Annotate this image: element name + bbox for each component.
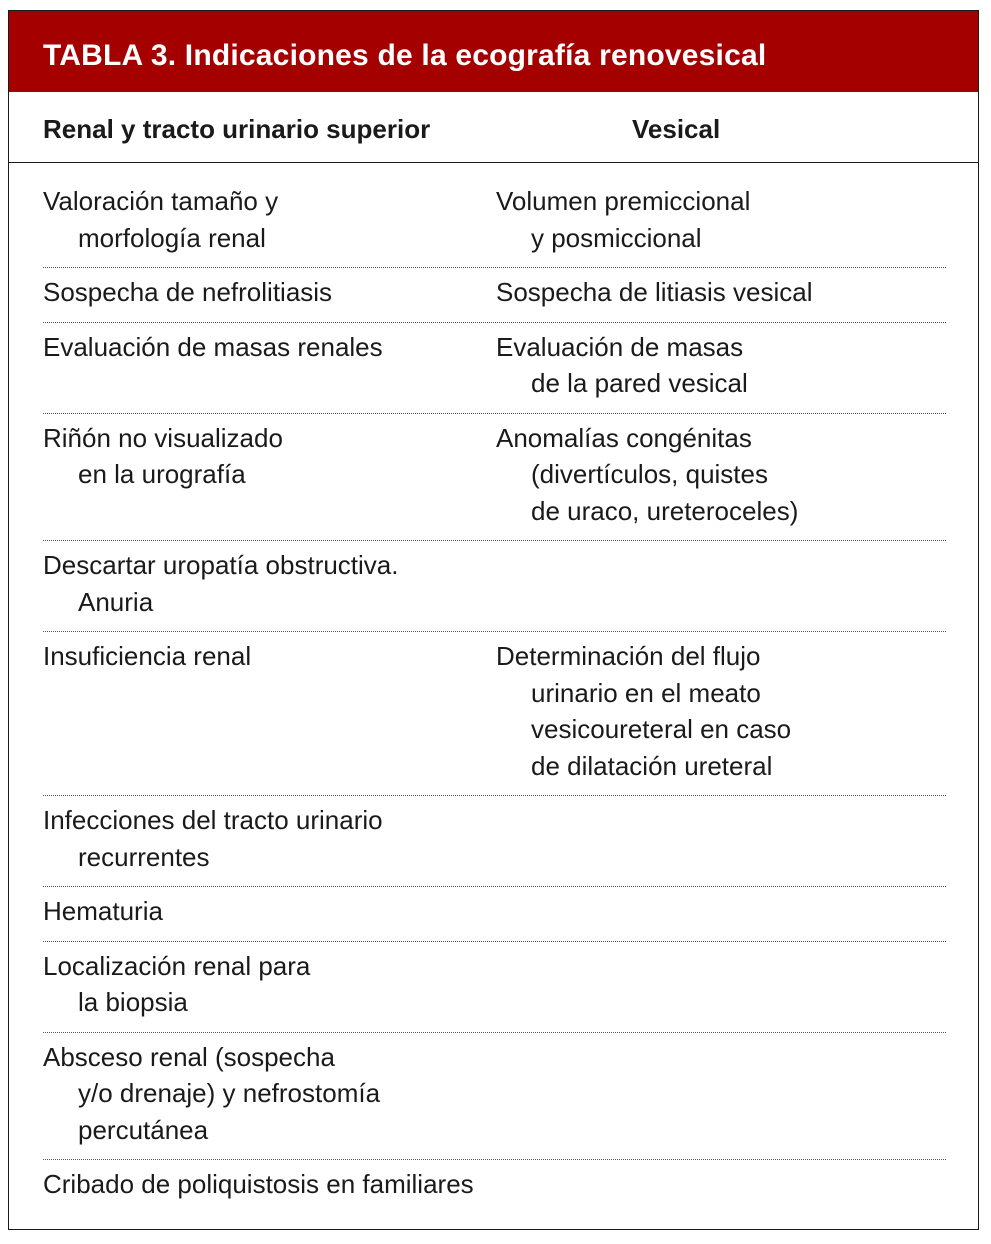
cell-text-line: y posmiccional	[531, 222, 702, 253]
table-row	[9, 268, 978, 323]
cell-text-line: Anomalías congénitas	[496, 422, 752, 453]
table-row	[9, 541, 978, 632]
table-row	[9, 414, 978, 542]
table-title: TABLA 3. Indicaciones de la ecografía renovesical	[9, 11, 978, 92]
table-body	[9, 163, 978, 1215]
cell-vesical	[496, 1039, 946, 1149]
cell-text-line: Absceso renal (sospecha	[43, 1041, 335, 1072]
cell-renal	[9, 547, 496, 620]
table-row	[9, 179, 978, 268]
cell-text-line: en la urografía	[78, 459, 246, 489]
table-header-row	[9, 92, 978, 163]
column-header-vesical: Vesical	[632, 114, 721, 144]
cell-text-line: Localización renal para	[43, 950, 311, 981]
cell-vesical	[496, 948, 946, 1021]
cell-renal	[9, 802, 496, 875]
cell-text-line: Insuficiencia renal	[43, 641, 252, 671]
table-row	[9, 1160, 978, 1215]
cell-text-line: Sospecha de nefrolitiasis	[43, 277, 333, 307]
cell-text-line: Volumen premiccional	[496, 186, 751, 216]
table-row	[9, 796, 978, 887]
cell-text-line: urinario en el meato	[531, 677, 761, 708]
table-row	[9, 323, 978, 414]
cell-text-line: Valoración tamaño y	[43, 186, 279, 216]
cell-renal	[9, 183, 496, 256]
cell-text-line: recurrentes	[78, 841, 210, 872]
cell-renal	[9, 1039, 496, 1149]
table-row	[9, 632, 978, 796]
table-row	[9, 942, 978, 1033]
cell-renal	[9, 1166, 496, 1203]
cell-vesical	[496, 420, 946, 530]
cell-vesical	[496, 274, 946, 311]
cell-text-line: Determinación del flujo	[496, 641, 761, 671]
cell-text-line: (divertículos, quistes	[531, 459, 768, 489]
column-header-renal: Renal y tracto urinario superior	[43, 114, 431, 144]
cell-renal	[9, 638, 496, 784]
cell-renal	[9, 420, 496, 530]
cell-text-line: la biopsia	[78, 987, 188, 1017]
cell-renal	[9, 893, 496, 930]
cell-vesical	[496, 183, 946, 256]
cell-vesical	[496, 1166, 946, 1203]
cell-renal	[9, 274, 496, 311]
cell-vesical	[496, 802, 946, 875]
cell-text-line: Hematuria	[43, 896, 163, 926]
cell-text-line: Sospecha de litiasis vesical	[496, 277, 813, 307]
cell-renal	[9, 948, 496, 1021]
cell-text-line: Anuria	[78, 586, 154, 617]
cell-text-line: de uraco, ureteroceles)	[531, 495, 799, 526]
cell-text-line: Descartar uropatía obstructiva.	[43, 550, 399, 580]
cell-text-line: Evaluación de masas	[496, 331, 744, 362]
cell-vesical	[496, 893, 946, 930]
cell-text-line: Infecciones del tracto urinario	[43, 805, 383, 835]
indications-table	[8, 10, 979, 1230]
cell-vesical	[496, 547, 946, 620]
cell-text-line: percutánea	[78, 1114, 209, 1145]
cell-text-line: vesicoureteral en caso	[531, 714, 792, 744]
cell-text-line: de la pared vesical	[531, 368, 748, 398]
cell-text-line: y/o drenaje) y nefrostomía	[78, 1078, 381, 1108]
cell-text-line: Riñón no visualizado	[43, 422, 283, 453]
cell-text-line: de dilatación ureteral	[531, 750, 773, 781]
table-row	[9, 887, 978, 942]
table-row	[9, 1033, 978, 1161]
cell-renal	[9, 329, 496, 402]
cell-text-line: Evaluación de masas renales	[43, 331, 383, 362]
cell-text-line: morfología renal	[78, 222, 266, 253]
cell-vesical	[496, 638, 946, 784]
cell-text-line: Cribado de poliquistosis en familiares	[43, 1169, 474, 1199]
cell-vesical	[496, 329, 946, 402]
